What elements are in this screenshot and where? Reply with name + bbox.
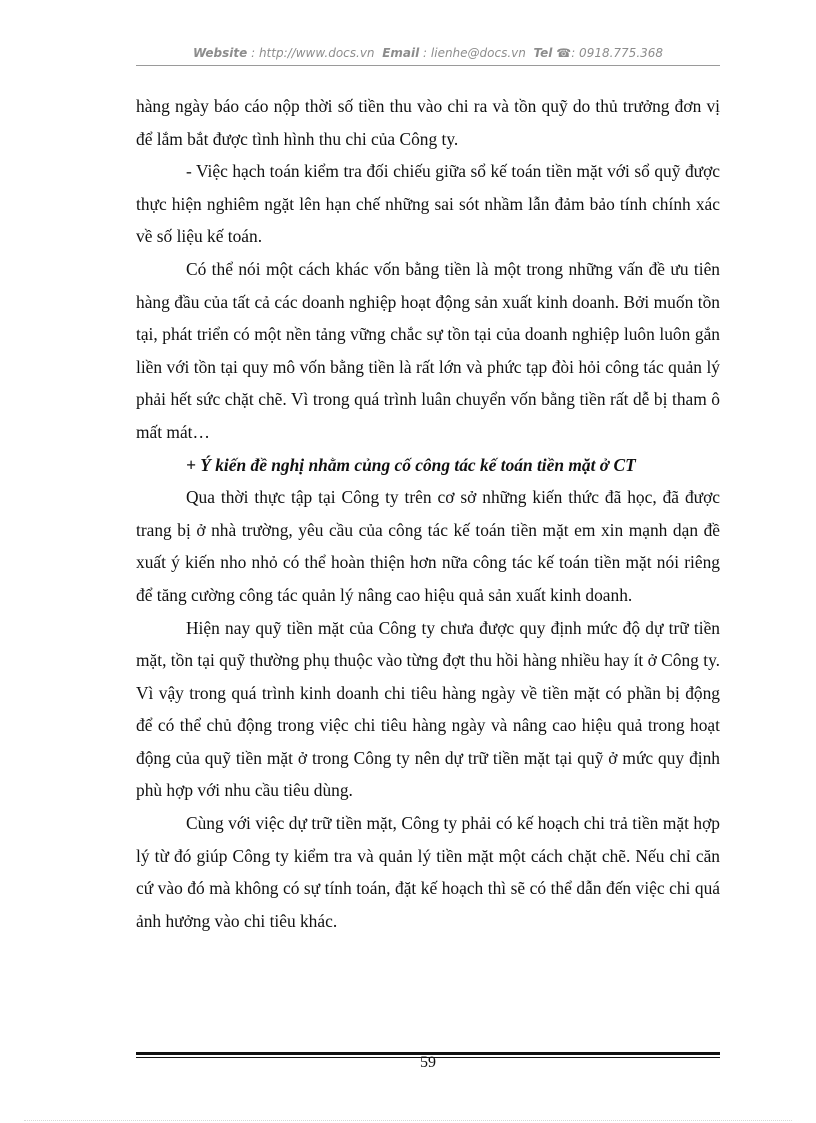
header-divider	[136, 65, 720, 66]
paragraph-4: Qua thời thực tập tại Công ty trên cơ sở những kiến thức đã học, đã được trang bị ở nhà trường, yêu cầu của công tác kế toán tiền mặt em xin mạnh dạn đề xuất ý kiến nho nhỏ có thể hoàn thiện hơn nữa công tác kế toán tiền mặt nói riêng để tăng cường công tác quản lý nâng cao hiệu quả sản xuất kinh doanh.	[136, 487, 720, 605]
page-number: 59	[420, 1054, 436, 1071]
page-bottom-dotted-edge	[24, 1120, 792, 1121]
page-header	[136, 46, 720, 60]
email-label: Email	[382, 46, 420, 60]
paragraph-6: Cùng với việc dự trữ tiền mặt, Công ty phải có kế hoạch chi trả tiền mặt hợp lý từ đó giúp Công ty kiểm tra và quản lý tiền mặt một cách chặt chẽ. Nếu chỉ căn cứ vào đó mà không có sự tính toán, đặt kế hoạch thì sẽ có thể dẫn đến việc chi quá ảnh hưởng vào chi tiêu khác.	[136, 813, 720, 931]
website-label: Website	[192, 46, 248, 60]
website-url: : http://www.docs.vn	[251, 46, 375, 60]
email-address: : lienhe@docs.vn	[423, 46, 526, 60]
paragraph-3: Có thể nói một cách khác vốn bằng tiền là một trong những vấn đề ưu tiên hàng đầu của tất cả các doanh nghiệp hoạt động sản xuất kinh doanh. Bởi muốn tồn tại, phát triển có một nền tảng vững chắc sự tồn tại của doanh nghiệp luôn luôn gắn liền với tồn tại quy mô vốn bằng tiền là rất lớn và phức tạp đòi hỏi công tác quản lý phải hết sức chặt chẽ. Vì trong quá trình luân chuyển vốn bằng tiền rất dễ bị tham ô mất mát…	[136, 258, 720, 442]
paragraph-2: - Việc hạch toán kiểm tra đối chiếu giữa sổ kế toán tiền mặt với sổ quỹ được thực hiện nghiêm ngặt lên hạn chế những sai sót nhầm lẫn đảm bảo tính chính xác về số liệu kế toán.	[136, 161, 720, 247]
section-heading: + Ý kiến đề nghị nhằm củng cố công tác kế toán tiền mặt ở CT	[186, 454, 636, 475]
phone-icon: ☎	[556, 46, 572, 60]
tel-number: : 0918.775.368	[571, 46, 664, 60]
tel-label: Tel	[533, 46, 553, 60]
document-body	[136, 90, 720, 937]
paragraph-5: Hiện nay quỹ tiền mặt của Công ty chưa được quy định mức độ dự trữ tiền mặt, tồn tại quỹ thường phụ thuộc vào từng đợt thu hồi hàng nhiều hay ít ở Công ty. Vì vậy trong quá trình kinh doanh chi tiêu hàng ngày về tiền mặt có phần bị động để có thể chủ động trong việc chi tiêu hàng ngày và nâng cao hiệu quả trong hoạt động của quỹ tiền mặt ở trong Công ty nên dự trữ tiền mặt tại quỹ ở mức quy định phù hợp với nhu cầu tiêu dùng.	[136, 617, 720, 801]
paragraph-1: hàng ngày báo cáo nộp thời số tiền thu vào chi ra và tồn quỹ do thủ trưởng đơn vị để lắm bắt được tình hình thu chi của Công ty.	[136, 96, 720, 149]
